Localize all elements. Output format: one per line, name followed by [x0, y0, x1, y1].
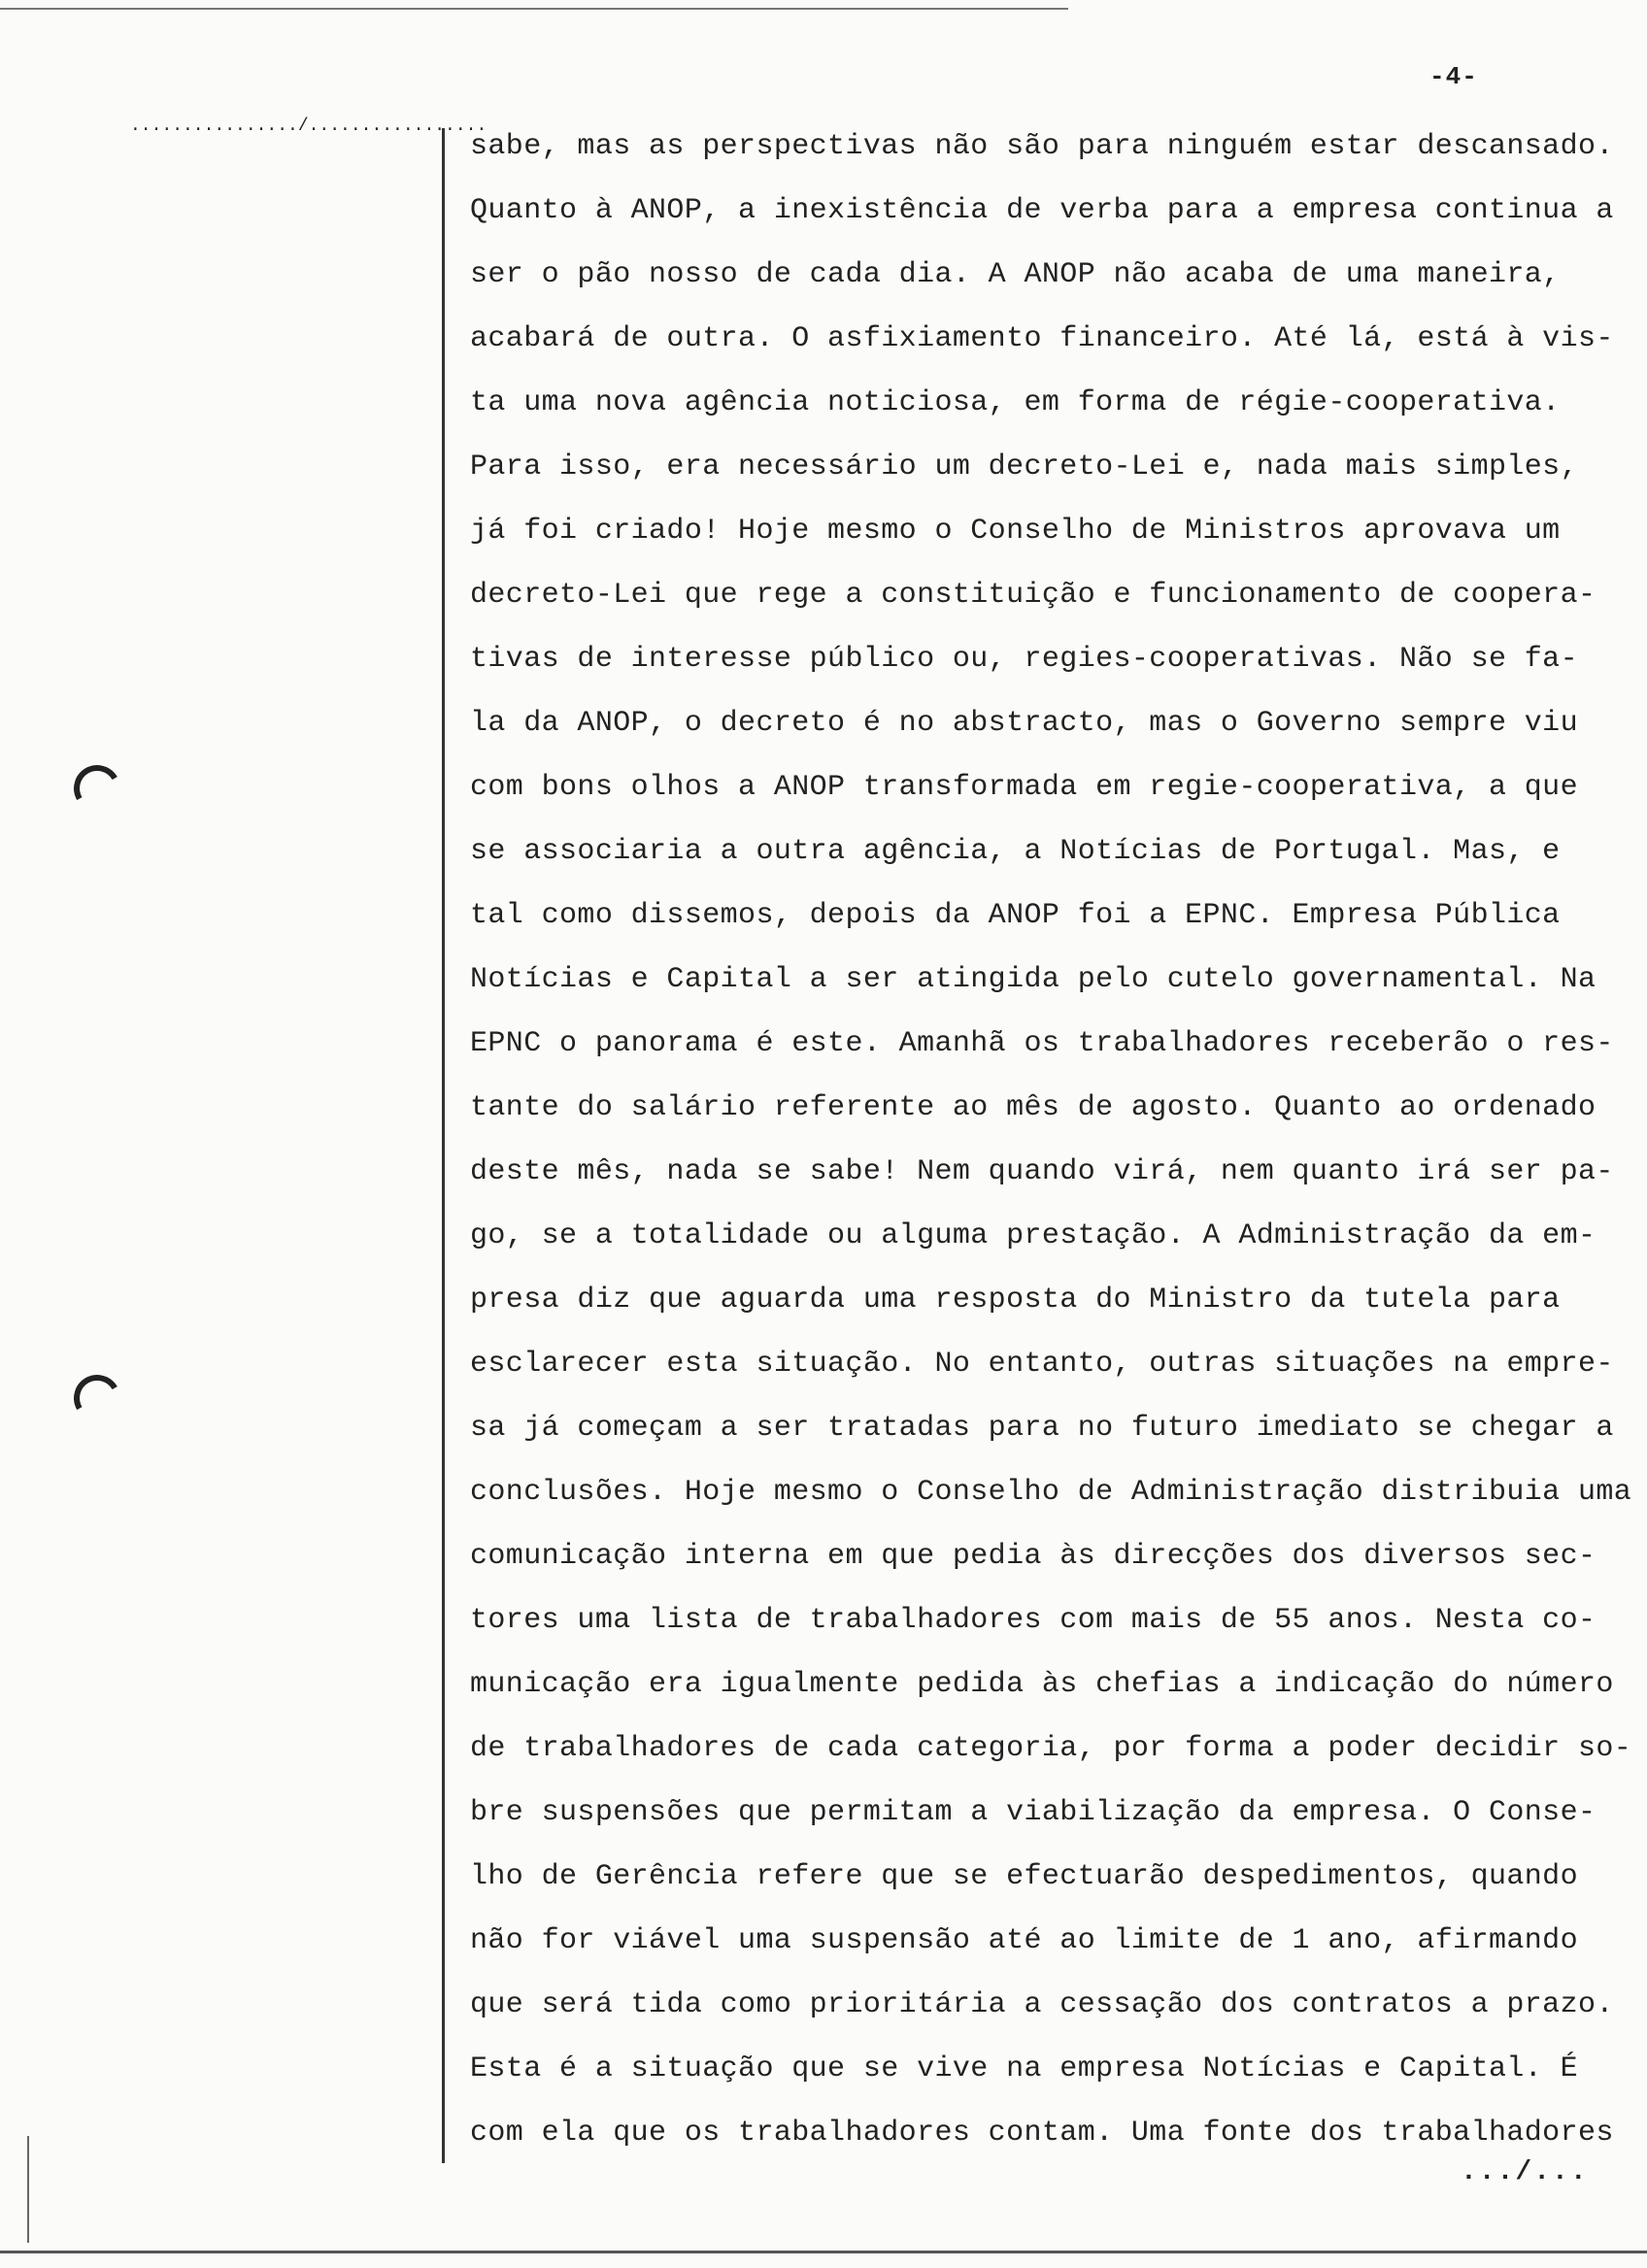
margin-rule	[442, 128, 445, 2163]
text-line: go, se a totalidade ou alguma prestação. A Administração da em-	[470, 1219, 1597, 1252]
text-line: tante do salário referente ao mês de agosto. Quanto ao ordenado	[470, 1091, 1597, 1124]
text-line: municação era igualmente pedida às chefias a indicação do número	[470, 1668, 1614, 1701]
text-line: com bons olhos a ANOP transformada em regie-cooperativa, a que	[470, 771, 1578, 804]
text-line: de trabalhadores de cada categoria, por forma a poder decidir so-	[470, 1732, 1632, 1765]
text-line: lho de Gerência refere que se efectuarão despedimentos, quando	[470, 1860, 1578, 1893]
text-line: sa já começam a ser tratadas para no futuro imediato se chegar a	[470, 1412, 1614, 1445]
text-line: la da ANOP, o decreto é no abstracto, mas o Governo sempre viu	[470, 707, 1578, 740]
text-line: ta uma nova agência noticiosa, em forma de régie-cooperativa.	[470, 386, 1561, 419]
text-line: que será tida como prioritária a cessação dos contratos a prazo.	[470, 1988, 1614, 2021]
text-line: EPNC o panorama é este. Amanhã os trabalhadores receberão o res-	[470, 1027, 1614, 1060]
continuation-mark-top: ................/.................	[130, 117, 487, 136]
text-line: não for viável uma suspensão até ao limite de 1 ano, afirmando	[470, 1924, 1578, 1957]
text-line: esclarecer esta situação. No entanto, outras situações na empre-	[470, 1348, 1614, 1381]
text-line: decreto-Lei que rege a constituição e funcionamento de coopera-	[470, 579, 1597, 612]
left-edge-mark	[27, 2136, 29, 2243]
text-line: sabe, mas as perspectivas não são para ninguém estar descansado.	[470, 130, 1614, 163]
punch-hole-mark	[69, 1370, 126, 1427]
text-line: tal como dissemos, depois da ANOP foi a EPNC. Empresa Pública	[470, 899, 1561, 932]
text-line: com ela que os trabalhadores contam. Uma fonte dos trabalhadores	[470, 2117, 1614, 2150]
text-line: Esta é a situação que se vive na empresa Notícias e Capital. É	[470, 2052, 1578, 2085]
page-top-edge	[0, 8, 1068, 10]
text-line: conclusões. Hoje mesmo o Conselho de Administração distribuia uma	[470, 1476, 1632, 1509]
text-line: Notícias e Capital a ser atingida pelo cutelo governamental. Na	[470, 963, 1597, 996]
page-bottom-edge	[0, 2251, 1647, 2253]
continuation-mark-bottom: .../...	[1461, 2157, 1589, 2187]
text-line: presa diz que aguarda uma resposta do Ministro da tutela para	[470, 1284, 1561, 1317]
text-line: ser o pão nosso de cada dia. A ANOP não acaba de uma maneira,	[470, 258, 1561, 291]
text-line: acabará de outra. O asfixiamento financeiro. Até lá, está à vis-	[470, 322, 1614, 355]
text-line: bre suspensões que permitam a viabilização da empresa. O Conse-	[470, 1796, 1597, 1829]
text-line: Para isso, era necessário um decreto-Lei e, nada mais simples,	[470, 450, 1578, 484]
text-line: já foi criado! Hoje mesmo o Conselho de Ministros aprovava um	[470, 515, 1561, 548]
text-line: Quanto à ANOP, a inexistência de verba para a empresa continua a	[470, 194, 1614, 227]
document-body	[470, 115, 1632, 2165]
page-number: -4-	[1429, 62, 1478, 91]
text-line: tores uma lista de trabalhadores com mais de 55 anos. Nesta co-	[470, 1604, 1597, 1637]
text-line: tivas de interesse público ou, regies-cooperativas. Não se fa-	[470, 643, 1578, 676]
text-line: deste mês, nada se sabe! Nem quando virá, nem quanto irá ser pa-	[470, 1155, 1614, 1188]
text-line: se associaria a outra agência, a Notícias de Portugal. Mas, e	[470, 835, 1561, 868]
text-line: comunicação interna em que pedia às direcções dos diversos sec-	[470, 1540, 1597, 1573]
punch-hole-mark	[69, 760, 126, 817]
